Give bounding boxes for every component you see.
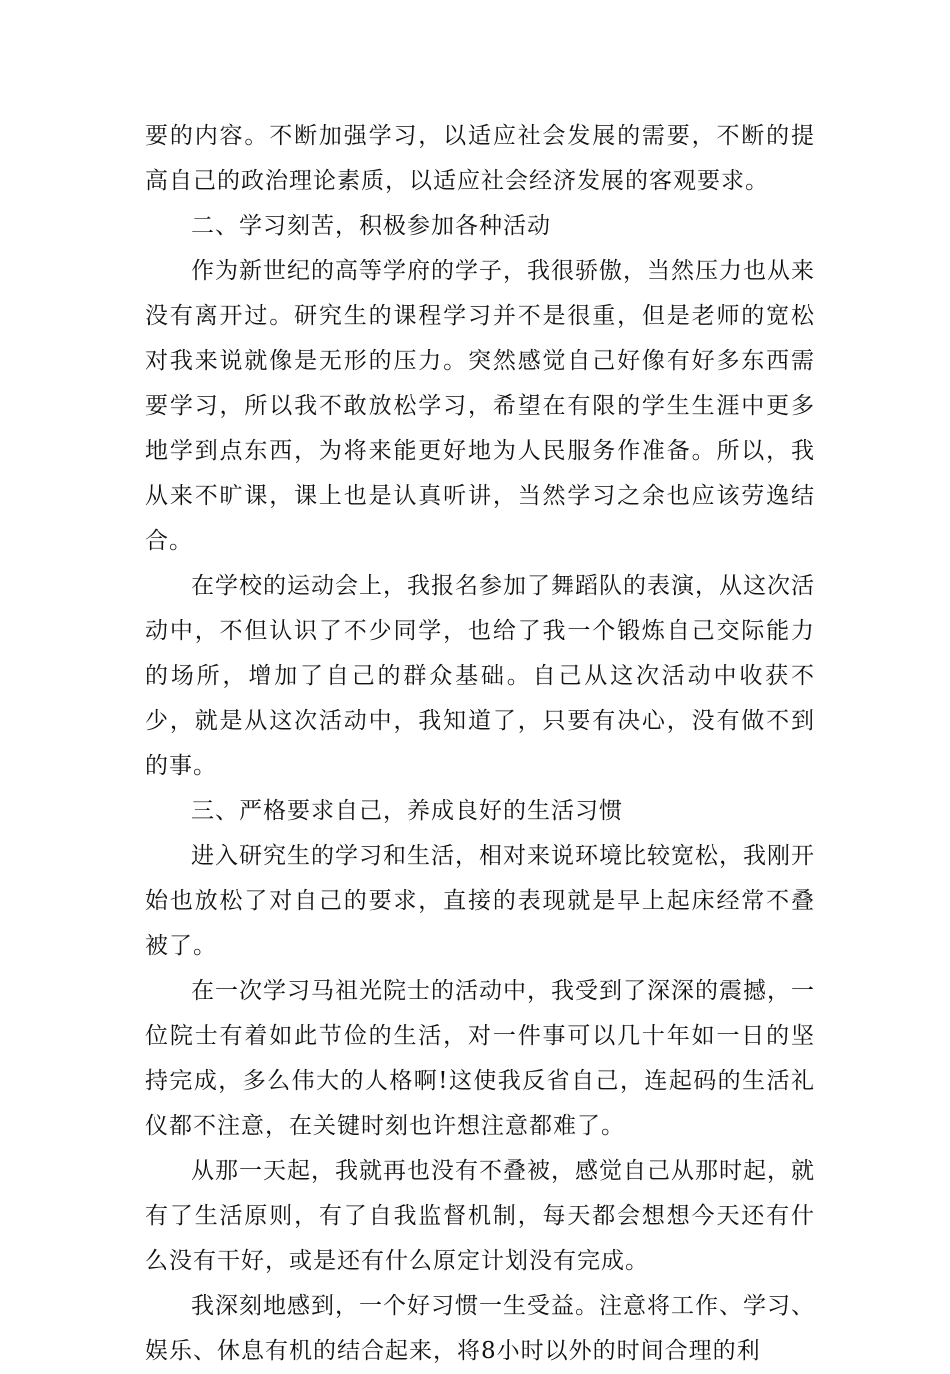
- paragraph: 作为新世纪的高等学府的学子，我很骄傲，当然压力也从来没有离开过。研究生的课程学习并不是很重，但是老师的宽松对我来说就像是无形的压力。突然感觉自己好像有好多东西需要学习，所以我不敢放松学习，希望在有限的学生生涯中更多地学到点东西，为将来能更好地为人民服务作准备。所以，我从来不旷课，课上也是认真听讲，当然学习之余也应该劳逸结合。: [145, 258, 815, 554]
- section-heading-3: 三、严格要求自己，养成良好的生活习惯: [191, 798, 623, 824]
- paragraph: 在学校的运动会上，我报名参加了舞蹈队的表演，从这次活动中，不但认识了不少同学，也给了我一个锻炼自己交际能力的场所，增加了自己的群众基础。自己从这次活动中收获不少，就是从这次活动中，我知道了，只要有决心，没有做不到的事。: [145, 573, 815, 779]
- document-body: [145, 114, 815, 1374]
- paragraph-continuation: 要的内容。不断加强学习，以适应社会发展的需要，不断的提高自己的政治理论素质，以适应社会经济发展的客观要求。: [145, 123, 815, 194]
- paragraph: 进入研究生的学习和生活，相对来说环境比较宽松，我刚开始也放松了对自己的要求，直接的表现就是早上起床经常不叠被了。: [145, 843, 815, 959]
- paragraph: 从那一天起，我就再也没有不叠被，感觉自己从那时起，就有了生活原则，有了自我监督机制，每天都会想想今天还有什么没有干好，或是还有什么原定计划没有完成。: [145, 1158, 815, 1274]
- section-heading-2: 二、学习刻苦，积极参加各种活动: [191, 213, 551, 239]
- paragraph: 在一次学习马祖光院士的活动中，我受到了深深的震撼，一位院士有着如此节俭的生活，对一件事可以几十年如一日的坚持完成，多么伟大的人格啊!这使我反省自己，连起码的生活礼仪都不注意，在关键时刻也许想注意都难了。: [145, 978, 815, 1139]
- paragraph: 我深刻地感到，一个好习惯一生受益。注意将工作、学习、娱乐、休息有机的结合起来，将8小时以外的时间合理的利: [145, 1293, 815, 1364]
